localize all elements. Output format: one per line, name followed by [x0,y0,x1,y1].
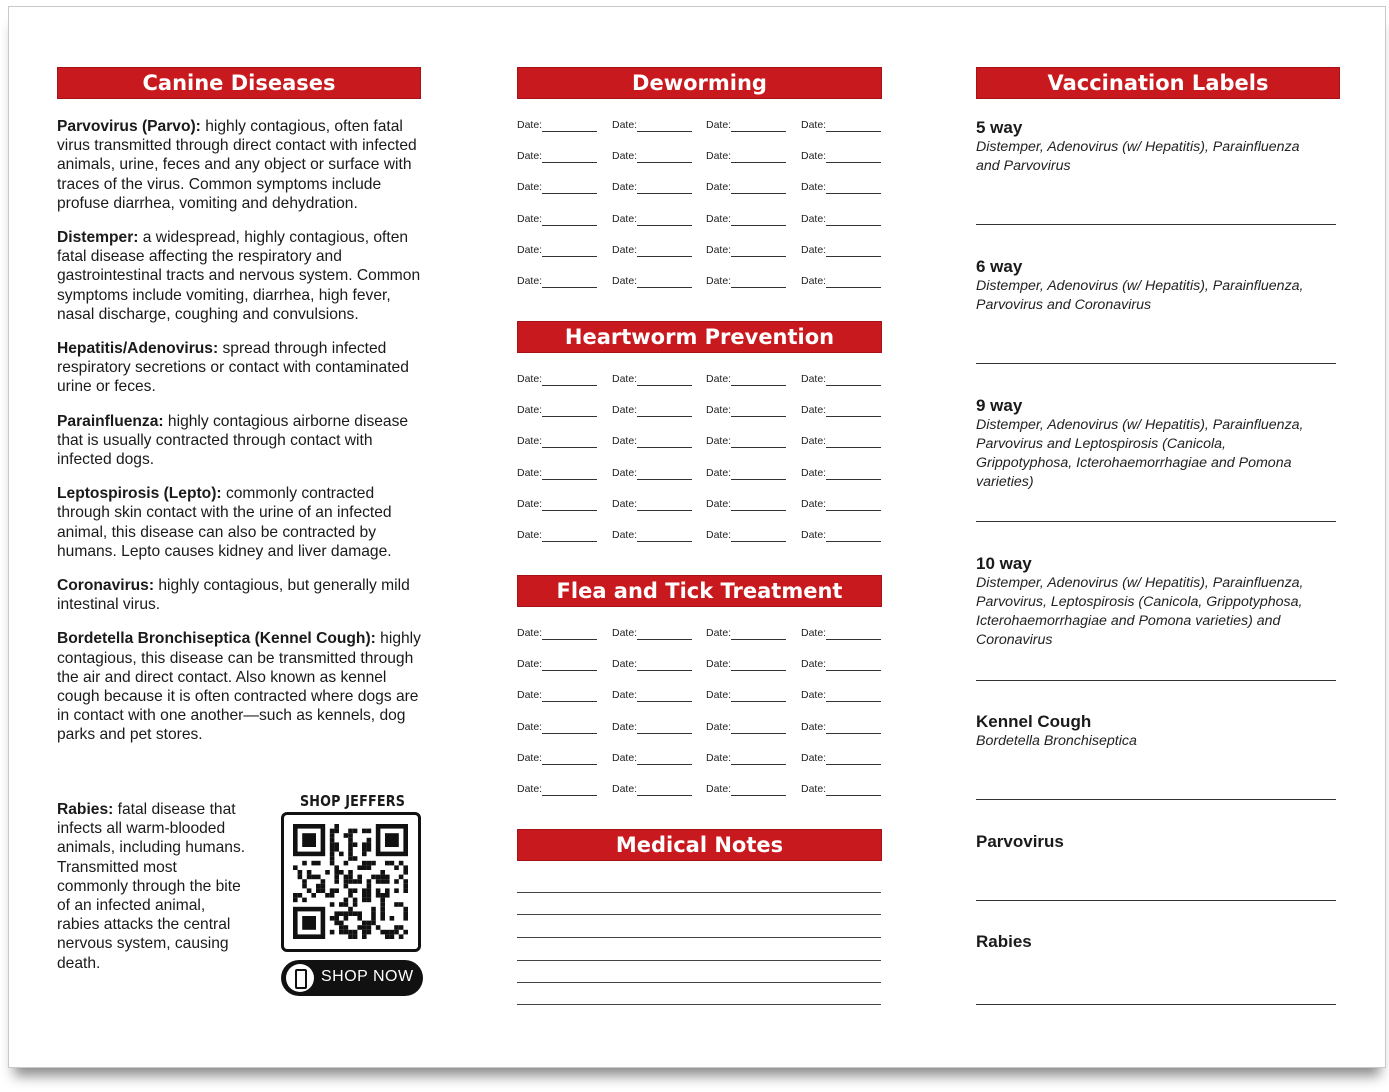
date-line [731,225,786,226]
date-label: Date: [801,658,827,671]
date-line [731,479,786,480]
date-field[interactable] [612,752,637,764]
vaccine-5-way: 5 way Distemper, Adenovirus (w/ Hepatitis), Parainfluenza and Parvovirus [976,118,1300,174]
phone-icon [286,964,314,992]
date-field[interactable] [612,275,637,287]
date-label: Date: [612,212,638,225]
date-label: Date: [706,275,732,287]
date-line [542,416,597,417]
date-label: Date: [517,529,543,541]
date-field[interactable] [612,467,637,479]
date-line [826,701,881,702]
date-line [542,225,597,226]
date-line [637,447,692,448]
vaccination-labels-header: Vaccination Labels [976,67,1340,99]
medical-notes-header: Medical Notes [517,829,882,861]
date-label: Date: [612,119,638,131]
date-label: Date: [612,275,638,287]
date-line [542,447,597,448]
date-label: Date: [612,658,638,671]
date-line [826,541,881,542]
date-field[interactable] [801,404,826,416]
date-field[interactable] [517,529,542,541]
date-field[interactable] [706,181,731,193]
date-field[interactable] [612,150,637,162]
date-line [637,162,692,163]
date-field[interactable] [517,627,542,639]
date-label: Date: [612,497,638,510]
date-field[interactable] [517,244,542,256]
date-label: Date: [517,627,543,639]
date-label: Date: [706,627,732,639]
date-field[interactable] [612,435,637,447]
disease-entry: Parvovirus (Parvo): highly contagious, often fatal virus transmitted through direct contact with infected animals, urine, feces and any object or surface with traces of the virus. Common symptoms include profuse diarrhea, vomiting and dehydration. [57,118,417,212]
date-line [637,733,692,734]
date-label: Date: [706,150,732,163]
date-field[interactable] [706,627,731,639]
date-line [542,795,597,796]
date-field[interactable] [517,498,542,510]
date-field[interactable] [801,627,826,639]
date-line [637,256,692,257]
vaccine-write-line[interactable] [976,680,1336,681]
date-field[interactable] [706,404,731,416]
qr-code-graphic [284,815,418,949]
qr-code[interactable] [281,812,421,952]
date-field[interactable] [706,658,731,670]
date-line [826,479,881,480]
date-line [542,764,597,765]
note-line[interactable] [517,892,881,893]
date-label: Date: [801,751,827,764]
date-line [731,510,786,511]
date-line [826,193,881,194]
date-field[interactable] [801,119,826,131]
date-line [542,287,597,288]
date-field[interactable] [612,181,637,193]
date-field[interactable] [801,150,826,162]
date-field[interactable] [801,498,826,510]
date-line [542,701,597,702]
date-label: Date: [612,783,638,795]
vaccine-write-line[interactable] [976,1004,1336,1005]
date-line [826,256,881,257]
date-line [637,795,692,796]
date-field[interactable] [706,119,731,131]
date-label: Date: [517,435,543,448]
date-label: Date: [706,181,732,194]
canine-diseases-list [57,117,427,760]
vaccine-9-way: 9 way Distemper, Adenovirus (w/ Hepatitis), Parainfluenza, Parvovirus and Leptospirosis (Canicola, Grippotyphosa, Icterohaemorrhagiae and Pomona varieties) [976,396,1304,490]
date-line [731,256,786,257]
date-label: Date: [801,689,827,702]
date-label: Date: [706,212,732,225]
date-label: Date: [801,275,827,287]
date-label: Date: [801,497,827,510]
note-line[interactable] [517,914,881,915]
date-line [542,510,597,511]
date-field[interactable] [706,213,731,225]
date-field[interactable] [801,529,826,541]
note-line[interactable] [517,1004,881,1005]
date-line [637,639,692,640]
date-label: Date: [517,243,543,256]
date-label: Date: [706,435,732,448]
date-label: Date: [517,373,543,385]
date-line [826,639,881,640]
date-label: Date: [801,783,827,795]
date-label: Date: [517,275,543,287]
date-label: Date: [612,435,638,448]
date-field[interactable] [612,244,637,256]
date-field[interactable] [517,275,542,287]
date-line [637,701,692,702]
date-line [542,162,597,163]
date-field[interactable] [612,658,637,670]
date-line [542,385,597,386]
date-field[interactable] [612,213,637,225]
vaccine-rabies: Rabies [976,932,1032,951]
date-label: Date: [801,627,827,639]
date-line [637,287,692,288]
date-field[interactable] [706,467,731,479]
date-label: Date: [801,720,827,733]
date-label: Date: [612,466,638,479]
date-field[interactable] [801,275,826,287]
date-line [731,733,786,734]
date-line [637,670,692,671]
date-field[interactable] [801,689,826,701]
date-label: Date: [612,404,638,417]
date-label: Date: [801,373,827,385]
date-label: Date: [517,150,543,163]
note-line[interactable] [517,937,881,938]
date-line [542,256,597,257]
flea-tick-header: Flea and Tick Treatment [517,575,882,607]
date-label: Date: [801,212,827,225]
date-label: Date: [706,466,732,479]
date-label: Date: [801,529,827,541]
date-field[interactable] [706,529,731,541]
date-label: Date: [517,181,543,194]
date-field[interactable] [612,498,637,510]
date-label: Date: [801,404,827,417]
date-label: Date: [706,689,732,702]
date-label: Date: [801,466,827,479]
date-field[interactable] [801,435,826,447]
date-line [637,225,692,226]
date-field[interactable] [517,689,542,701]
disease-entry: Distemper: a widespread, highly contagious, often fatal disease affecting the respiratory and gastrointestinal tracts and nervous system. Common symptoms include vomiting, diarrhea, high fever, nasal discharge, coughing and convulsions. [57,229,421,323]
date-field[interactable] [801,213,826,225]
date-field[interactable] [706,435,731,447]
date-field[interactable] [706,721,731,733]
date-line [542,639,597,640]
date-field[interactable] [801,783,826,795]
date-label: Date: [706,658,732,671]
shop-jeffers-title: SHOP JEFFERS [299,792,406,810]
disease-entry: Leptospirosis (Lepto): commonly contracted through skin contact with the urine of an infected animal, this disease can also be contracted by humans. Lepto causes kidney and liver damage. [57,485,392,560]
date-label: Date: [517,689,543,702]
date-line [731,795,786,796]
date-field[interactable] [801,373,826,385]
date-line [826,510,881,511]
date-line [731,447,786,448]
date-field[interactable] [706,498,731,510]
date-field[interactable] [517,435,542,447]
date-field[interactable] [517,119,542,131]
date-line [731,639,786,640]
heartworm-header: Heartworm Prevention [517,321,882,353]
date-label: Date: [517,751,543,764]
date-field[interactable] [517,467,542,479]
date-field[interactable] [706,150,731,162]
date-label: Date: [801,150,827,163]
date-line [731,131,786,132]
date-field[interactable] [612,627,637,639]
date-line [542,193,597,194]
date-line [826,733,881,734]
date-label: Date: [612,529,638,541]
date-line [731,162,786,163]
date-line [826,795,881,796]
vaccine-write-line[interactable] [976,799,1336,800]
date-line [637,510,692,511]
date-label: Date: [612,181,638,194]
date-label: Date: [801,119,827,131]
date-line [637,541,692,542]
date-field[interactable] [612,783,637,795]
date-field[interactable] [612,404,637,416]
date-line [826,225,881,226]
vaccine-write-line[interactable] [976,900,1336,901]
date-field[interactable] [517,783,542,795]
date-field[interactable] [706,689,731,701]
vaccine-10-way: 10 way Distemper, Adenovirus (w/ Hepatitis), Parainfluenza, Parvovirus, Leptospirosis (Canicola, Grippotyphosa, Icterohaemorrhagiae and Pomona varieties) and Coronavirus [976,554,1304,648]
date-field[interactable] [706,752,731,764]
date-field[interactable] [706,373,731,385]
date-line [826,287,881,288]
date-label: Date: [706,373,732,385]
vaccine-kennel-cough: Kennel Cough Bordetella Bronchiseptica [976,712,1137,749]
date-line [731,287,786,288]
date-label: Date: [612,689,638,702]
date-line [826,764,881,765]
date-field[interactable] [801,752,826,764]
disease-entry-rabies: Rabies: fatal disease that infects all warm-blooded animals, including humans. Transmitted most commonly through the bite of an infected animal, rabies attacks the central nervous system, causing death. [57,801,246,972]
disease-entry: Hepatitis/Adenovirus: spread through infected respiratory secretions or contact with contaminated urine or feces. [57,340,409,396]
date-field[interactable] [517,658,542,670]
date-label: Date: [612,243,638,256]
date-label: Date: [517,212,543,225]
vaccine-write-line[interactable] [976,521,1336,522]
disease-entry: Bordetella Bronchiseptica (Kennel Cough): highly contagious, this disease can be transmitted through the air and direct contact. Also known as kennel cough because it is often contracted where dogs are in contact with one another—such as kennels, dog parks and pet stores. [57,630,421,744]
date-label: Date: [517,783,543,795]
date-field[interactable] [801,467,826,479]
vaccine-write-line[interactable] [976,363,1336,364]
date-line [826,416,881,417]
date-label: Date: [706,751,732,764]
date-line [826,385,881,386]
date-field[interactable] [706,783,731,795]
date-label: Date: [706,404,732,417]
date-line [826,447,881,448]
date-line [542,131,597,132]
disease-entry: Parainfluenza: highly contagious airborne disease that is usually contracted through contact with infected dogs. [57,412,409,469]
date-label: Date: [706,529,732,541]
date-label: Date: [801,435,827,448]
vaccine-write-line[interactable] [976,224,1336,225]
date-line [731,764,786,765]
date-field[interactable] [801,181,826,193]
date-line [731,670,786,671]
date-label: Date: [517,119,543,131]
date-field[interactable] [517,404,542,416]
date-line [542,541,597,542]
date-field[interactable] [612,529,637,541]
date-line [637,131,692,132]
date-field[interactable] [801,721,826,733]
date-field[interactable] [517,373,542,385]
date-line [637,193,692,194]
shop-now-label: SHOP NOW [321,968,414,985]
date-line [542,670,597,671]
date-field[interactable] [801,658,826,670]
date-field[interactable] [517,752,542,764]
date-label: Date: [612,627,638,639]
date-label: Date: [517,658,543,671]
deworming-header: Deworming [517,67,882,99]
vaccine-parvovirus: Parvovirus [976,832,1064,851]
date-label: Date: [612,150,638,163]
date-label: Date: [612,720,638,733]
date-label: Date: [801,243,827,256]
date-field[interactable] [517,150,542,162]
vaccine-6-way: 6 way Distemper, Adenovirus (w/ Hepatitis), Parainfluenza, Parvovirus and Coronavirus [976,257,1304,313]
date-label: Date: [517,404,543,417]
shop-now-button[interactable] [281,960,423,996]
date-field[interactable] [517,213,542,225]
date-field[interactable] [612,119,637,131]
date-line [731,193,786,194]
date-label: Date: [517,466,543,479]
date-line [731,416,786,417]
date-label: Date: [706,720,732,733]
date-label: Date: [612,373,638,385]
date-line [542,733,597,734]
date-label: Date: [706,497,732,510]
date-line [826,670,881,671]
date-line [637,764,692,765]
date-line [826,162,881,163]
date-field[interactable] [612,373,637,385]
canine-diseases-header: Canine Diseases [57,67,421,99]
date-line [731,541,786,542]
date-field[interactable] [517,181,542,193]
date-label: Date: [706,119,732,131]
date-field[interactable] [706,275,731,287]
date-line [637,416,692,417]
date-line [731,701,786,702]
date-line [826,131,881,132]
note-line[interactable] [517,960,881,961]
date-field[interactable] [612,689,637,701]
date-label: Date: [517,720,543,733]
date-label: Date: [612,751,638,764]
note-line[interactable] [517,982,881,983]
date-line [637,385,692,386]
date-line [542,479,597,480]
date-line [637,479,692,480]
date-label: Date: [706,243,732,256]
date-line [731,385,786,386]
date-field[interactable] [801,244,826,256]
date-label: Date: [801,181,827,194]
disease-entry: Coronavirus: highly contagious, but generally mild intestinal virus. [57,577,410,614]
date-field[interactable] [706,244,731,256]
date-field[interactable] [517,721,542,733]
date-label: Date: [706,783,732,795]
date-label: Date: [517,497,543,510]
date-field[interactable] [612,721,637,733]
